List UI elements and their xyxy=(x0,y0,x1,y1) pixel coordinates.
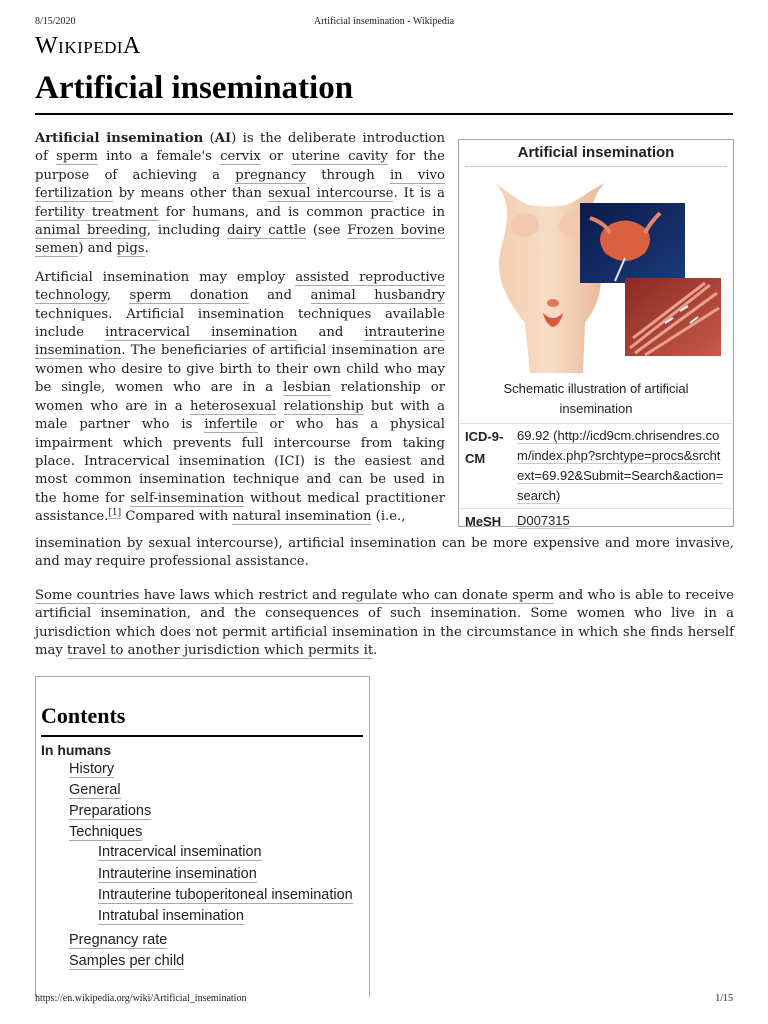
toc-item-label: Intrauterine tuboperitoneal insemination xyxy=(98,887,353,903)
infobox-value-link[interactable]: D007315 xyxy=(517,513,570,528)
article-link[interactable]: intracervical insemination xyxy=(105,325,298,341)
infobox-row-mesh xyxy=(459,508,733,535)
toc-item-label: Samples per child xyxy=(69,952,185,969)
lead-paragraph-2-continued: insemination by sexual intercourse), artificial insemination can be more expensive and more invasive, and may require professional assistance. xyxy=(35,536,734,570)
article-link[interactable]: uterine cavity xyxy=(291,149,388,165)
toc-title: Contents xyxy=(41,703,126,728)
infobox-key: MeSH xyxy=(465,514,502,529)
article-link[interactable]: lesbian xyxy=(283,380,331,396)
article-link[interactable]: dairy cattle xyxy=(227,223,307,239)
article-link[interactable]: fertility treatment xyxy=(35,204,159,220)
toc-item[interactable] xyxy=(98,844,262,860)
article-link[interactable]: pregnancy xyxy=(235,167,306,183)
print-header xyxy=(35,16,733,30)
article-link[interactable]: animal breeding xyxy=(35,223,147,239)
article-link[interactable]: sperm donation xyxy=(129,288,249,304)
toc-item-label: Intracervical insemination xyxy=(98,844,262,860)
infobox-caption: Schematic illustration of artificial insemination xyxy=(503,381,689,416)
article-link[interactable]: natural insemination xyxy=(232,509,372,525)
table-of-contents xyxy=(35,676,370,997)
article-link[interactable]: infertile xyxy=(204,417,258,433)
article-link[interactable]: relationship xyxy=(283,398,364,414)
toc-item[interactable] xyxy=(69,761,114,777)
lead-paragraph-1: Artificial insemination (AI) is the deliberate introduction of sperm into a female's cervix or uterine cavity for the purpose of achieving a pregnancy through in vivo fertilization by means other than sexual intercourse. It is a fertility treatment for humans, and is common practice in animal breeding, including dairy cattle (see Frozen bovine semen) and pigs. xyxy=(35,131,445,257)
article-link[interactable]: self-insemination xyxy=(130,490,245,506)
toc-item[interactable] xyxy=(69,782,121,798)
toc-item-label: Techniques xyxy=(69,824,143,840)
article-link[interactable]: travel to another jurisdiction which permits it xyxy=(67,643,374,659)
article-link[interactable]: in vivo fertilization xyxy=(35,167,445,202)
toc-item-label: History xyxy=(69,761,115,777)
article-link[interactable]: Some countries have laws which restrict and regulate who can donate sperm xyxy=(35,588,555,603)
toc-item-label: General xyxy=(69,781,121,798)
page-number: 1/15 xyxy=(715,993,733,1004)
article-link[interactable]: pigs xyxy=(116,241,145,257)
citation-ref[interactable]: [1] xyxy=(108,507,122,518)
article-link[interactable]: sexual intercourse xyxy=(268,186,394,202)
toc-item[interactable] xyxy=(69,803,151,819)
toc-item[interactable] xyxy=(98,866,257,882)
wikipedia-wordmark[interactable]: WIKIPEDIA xyxy=(35,33,141,59)
toc-item-label: Preparations xyxy=(69,803,152,819)
toc-item-label: Pregnancy rate xyxy=(69,932,168,948)
toc-item[interactable] xyxy=(98,887,353,903)
toc-divider xyxy=(41,735,363,737)
print-title: Artificial insemination - Wikipedia xyxy=(313,16,455,27)
infobox-title: Artificial insemination xyxy=(465,140,727,167)
lead-section xyxy=(35,130,445,537)
toc-item-label: Intratubal insemination xyxy=(98,908,244,924)
toc-item[interactable] xyxy=(69,824,142,840)
print-footer xyxy=(35,993,733,1007)
toc-item[interactable] xyxy=(69,953,184,969)
print-url[interactable]: https://en.wikipedia.org/wiki/Artificial_insemination xyxy=(35,993,247,1004)
print-date: 8/15/2020 xyxy=(35,16,76,27)
lead-paragraph-2: Artificial insemination may employ assisted reproductive technology, sperm donation and animal husbandry techniques. Artificial insemination techniques available include intracervical insemination and intrauterine insemination. The beneficiaries of artificial insemination are women who desire to give birth to their own child who may be single, women who are in a lesbian relationship or women who are in a heterosexual relationship but with a male partner who is infertile or who has a physical impairment which prevents full intercourse from taking place. Intracervical insemination (ICI) is the easiest and most common insemination technique and can be used in the home for self-insemination without medical practitioner assistance.[1] Compared with natural insemination (i.e., xyxy=(35,269,446,525)
infobox-illustration[interactable] xyxy=(465,173,727,373)
article-link[interactable]: heterosexual xyxy=(189,398,277,414)
lead-paragraph-3: Some countries have laws which restrict and regulate who can donate sperm and who is able to receive artificial insemination, and the consequences of such insemination. Some women who live in a jurisdiction which does not permit artificial insemination in the circumstance in which she finds herself may travel to another jurisdiction which permits it. xyxy=(35,588,734,659)
infobox-key: ICD-9-CM xyxy=(465,429,504,466)
article-link[interactable]: animal husbandry xyxy=(310,288,445,304)
article-link[interactable]: cervix xyxy=(220,149,261,165)
bold-term: Artificial insemination xyxy=(35,131,204,146)
infobox-value-link[interactable]: 69.92 (http://icd9cm.chrisendres.com/index.php?srchtype=procs&srchtext=69.92&Submit=Search&action=search) xyxy=(517,428,724,503)
toc-item[interactable] xyxy=(98,908,244,924)
title-divider xyxy=(35,113,733,115)
article-link[interactable]: assisted reproductive technology xyxy=(35,269,445,304)
toc-section-in-humans[interactable]: In humans xyxy=(41,742,112,758)
page-title: Artificial insemination xyxy=(35,70,354,106)
article-link[interactable]: Frozen bovine semen xyxy=(35,223,445,257)
infobox-row-icd9cm xyxy=(459,423,733,508)
infobox xyxy=(458,139,734,527)
toc-item-label: Intrauterine insemination xyxy=(98,865,257,882)
toc-item[interactable] xyxy=(69,932,167,948)
article-link[interactable]: intrauterine insemination xyxy=(35,325,446,359)
article-link[interactable]: sperm xyxy=(56,149,98,165)
bold-term: AI xyxy=(214,131,232,146)
